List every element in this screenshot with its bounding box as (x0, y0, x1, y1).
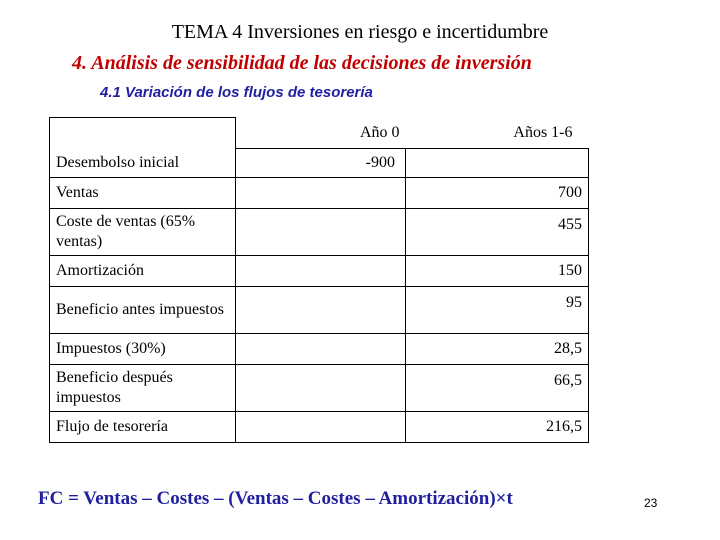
row-label: Beneficio antes impuestos (50, 287, 236, 334)
row-label: Ventas (50, 178, 236, 209)
row-year0-value (236, 209, 406, 256)
table-row (50, 412, 589, 443)
table-header-row (50, 118, 589, 149)
table-row (50, 287, 589, 334)
row-label: Beneficio después impuestos (50, 365, 236, 412)
row-years-value: 150 (406, 256, 589, 287)
row-years-value: 66,5 (406, 365, 589, 412)
row-year0-value: -900 (236, 148, 406, 178)
slide-title: TEMA 4 Inversiones en riesgo e incertidumbre (171, 21, 549, 43)
row-label: Impuestos (30%) (50, 334, 236, 365)
table-row (50, 178, 589, 209)
page-number: 23 (644, 496, 658, 510)
slide-subtitle: 4. Análisis de sensibilidad de las decisiones de inversión (72, 52, 532, 74)
row-years-value: 28,5 (406, 334, 589, 365)
header-years-1-6: Años 1-6 (513, 123, 573, 141)
row-year0-value (236, 178, 406, 209)
cash-flow-table (49, 117, 589, 443)
header-label-cell (50, 118, 236, 149)
header-year0: Año 0 (359, 123, 400, 141)
row-years-value: 455 (406, 209, 589, 256)
table-row (50, 256, 589, 287)
row-label: Amortización (50, 256, 236, 287)
row-years-value: 95 (406, 287, 589, 334)
row-years-value: 216,5 (406, 412, 589, 443)
table-row (50, 148, 589, 178)
row-year0-value (236, 365, 406, 412)
cash-flow-formula: FC = Ventas – Costes – (Ventas – Costes – Amortización)×t (38, 488, 513, 509)
section-heading: 4.1 Variación de los flujos de tesorería (100, 84, 373, 101)
row-years-value (406, 148, 589, 178)
table-row (50, 365, 589, 412)
table-row (50, 209, 589, 256)
row-year0-value (236, 256, 406, 287)
row-label: Desembolso inicial (50, 148, 236, 178)
row-label: Flujo de tesorería (50, 412, 236, 443)
table-row (50, 334, 589, 365)
row-years-value: 700 (406, 178, 589, 209)
row-year0-value (236, 287, 406, 334)
row-label: Coste de ventas (65% ventas) (50, 209, 236, 256)
row-year0-value (236, 412, 406, 443)
row-year0-value (236, 334, 406, 365)
